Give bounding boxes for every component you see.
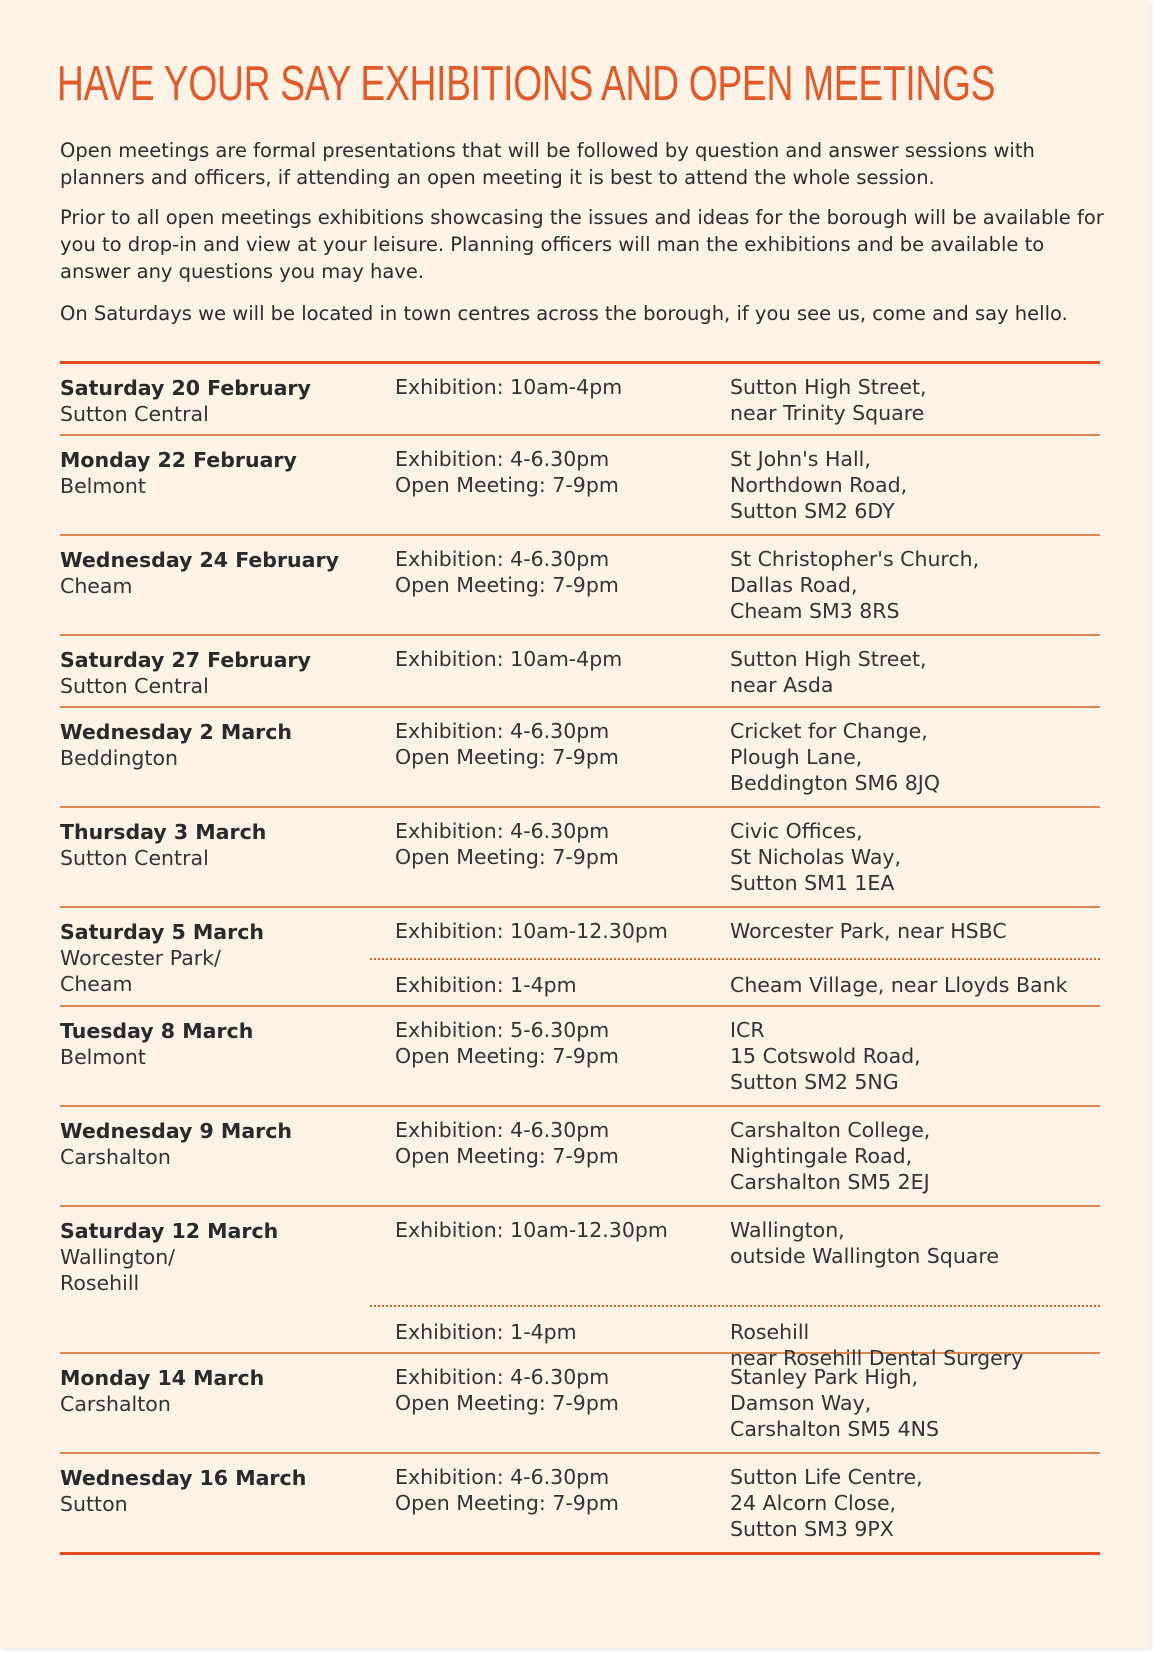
schedule-row: [60, 808, 1100, 908]
time-slot: [60, 808, 1100, 906]
event-day: Monday 14 March: [60, 1366, 265, 1390]
time-slot: [60, 1454, 1100, 1552]
time-slot: [60, 364, 1100, 434]
event-venue: [730, 546, 1100, 624]
event-venue: [730, 818, 1100, 896]
schedule-row: [60, 1454, 1100, 1555]
schedule-row: [60, 708, 1100, 808]
event-area: Beddington: [60, 746, 178, 770]
time-slot: [60, 1107, 1100, 1205]
event-day: Thursday 3 March: [60, 820, 267, 844]
event-venue: [730, 718, 1100, 796]
venue-line: St Christopher's Church,: [730, 547, 980, 571]
venue-line: Damson Way,: [730, 1391, 872, 1415]
venue-line: St Nicholas Way,: [730, 845, 902, 869]
event-area: Carshalton: [60, 1145, 171, 1169]
venue-line: Cheam SM3 8RS: [730, 599, 900, 623]
event-times: [395, 446, 715, 498]
intro-paragraph-exhibitions: Prior to all open meetings exhibitions showcasing the issues and ideas for the borough will be available for you to drop-in and view at your leisure. Planning officers will man the exhibitions and be available to answer any questions you may have.: [60, 206, 1104, 283]
event-venue: [730, 1464, 1100, 1542]
venue-line: Cheam Village, near Lloyds Bank: [730, 973, 1068, 997]
event-time: Exhibition: 1-4pm: [395, 1320, 577, 1344]
venue-line: Plough Lane,: [730, 745, 863, 769]
event-day: Tuesday 8 March: [60, 1019, 254, 1043]
event-venue: [730, 1217, 1100, 1269]
event-time: Exhibition: 5-6.30pm: [395, 1018, 610, 1042]
event-day: Monday 22 February: [60, 448, 297, 472]
venue-line: Sutton SM2 6DY: [730, 499, 895, 523]
event-time: Exhibition: 4-6.30pm: [395, 1365, 610, 1389]
event-day: Wednesday 9 March: [60, 1119, 293, 1143]
event-time: Exhibition: 10am-4pm: [395, 647, 623, 671]
event-day: Saturday 20 February: [60, 376, 311, 400]
time-slot: [60, 536, 1100, 634]
venue-line: Sutton High Street,: [730, 375, 927, 399]
intro-paragraph-saturdays: On Saturdays we will be located in town centres across the borough, if you see us, come and say hello.: [60, 302, 1068, 325]
event-time: Exhibition: 4-6.30pm: [395, 1465, 610, 1489]
time-slot: [60, 708, 1100, 806]
time-slot: [60, 1007, 1100, 1105]
time-slot: [370, 908, 1100, 960]
event-area: Sutton Central: [60, 674, 209, 698]
venue-line: Dallas Road,: [730, 573, 858, 597]
time-slot: [60, 1354, 1100, 1452]
time-slot: [60, 436, 1100, 534]
event-venue: [730, 1364, 1100, 1442]
event-venue: [730, 374, 1100, 426]
event-venue: [730, 646, 1100, 698]
venue-line: Cricket for Change,: [730, 719, 928, 743]
page-title: HAVE YOUR SAY EXHIBITIONS AND OPEN MEETINGS: [57, 57, 996, 111]
venue-line: ICR: [730, 1018, 765, 1042]
venue-line: Rosehill: [730, 1320, 810, 1344]
venue-line: Wallington,: [730, 1218, 845, 1242]
event-venue: [730, 1117, 1100, 1195]
time-slot: [370, 1207, 1100, 1307]
venue-line: 15 Cotswold Road,: [730, 1044, 921, 1068]
event-area: Sutton: [60, 1492, 128, 1516]
venue-line: Stanley Park High,: [730, 1365, 919, 1389]
venue-line: Sutton High Street,: [730, 647, 927, 671]
event-time: Exhibition: 10am-12.30pm: [395, 919, 668, 943]
event-area: Sutton Central: [60, 402, 209, 426]
venue-line: outside Wallington Square: [730, 1244, 999, 1268]
event-times: [395, 374, 715, 400]
event-area: Sutton Central: [60, 846, 209, 870]
intro-paragraph-open-meetings: Open meetings are formal presentations that will be followed by question and answer sessions with planners and officers, if attending an open meeting it is best to attend the whole session.: [60, 139, 1035, 189]
schedule-row: [60, 436, 1100, 536]
schedule-table: [60, 361, 1100, 1555]
event-time: Exhibition: 4-6.30pm: [395, 719, 610, 743]
event-venue: [730, 446, 1100, 524]
event-time: Open Meeting: 7-9pm: [395, 473, 619, 497]
venue-line: Carshalton SM5 2EJ: [730, 1170, 930, 1194]
event-day: Saturday 12 March: [60, 1219, 279, 1243]
event-venue: [730, 918, 1100, 944]
event-date-area: [60, 1218, 380, 1296]
event-venue: [730, 972, 1100, 998]
event-times: [395, 1464, 715, 1516]
venue-line: near Rosehill Dental Surgery: [730, 1346, 1024, 1370]
venue-line: Beddington SM6 8JQ: [730, 771, 940, 795]
event-area: Cheam: [60, 972, 133, 996]
time-slot: [60, 960, 1100, 1005]
event-times: [395, 718, 715, 770]
event-time: Open Meeting: 7-9pm: [395, 845, 619, 869]
venue-line: near Trinity Square: [730, 401, 925, 425]
event-area: Rosehill: [60, 1271, 140, 1295]
event-area: Belmont: [60, 1045, 146, 1069]
venue-line: Nightingale Road,: [730, 1144, 913, 1168]
event-time: Exhibition: 4-6.30pm: [395, 447, 610, 471]
event-times: [395, 646, 715, 672]
venue-line: Carshalton SM5 4NS: [730, 1417, 939, 1441]
event-area: Cheam: [60, 574, 133, 598]
venue-line: Sutton SM1 1EA: [730, 871, 895, 895]
event-times: [395, 1017, 715, 1069]
venue-line: Civic Offices,: [730, 819, 863, 843]
venue-line: Worcester Park, near HSBC: [730, 919, 1007, 943]
event-day: Saturday 27 February: [60, 648, 311, 672]
schedule-row: [60, 636, 1100, 708]
time-slot: [60, 636, 1100, 706]
event-times: [395, 1319, 715, 1345]
schedule-row: [60, 1354, 1100, 1454]
event-area: Wallington/: [60, 1245, 176, 1269]
event-time: Open Meeting: 7-9pm: [395, 1144, 619, 1168]
event-venue: [730, 1017, 1100, 1095]
venue-line: Northdown Road,: [730, 473, 908, 497]
schedule-row: [60, 1007, 1100, 1107]
event-time: Exhibition: 4-6.30pm: [395, 1118, 610, 1142]
event-time: Open Meeting: 7-9pm: [395, 745, 619, 769]
venue-line: Sutton SM3 9PX: [730, 1517, 894, 1541]
event-times: [395, 972, 715, 998]
event-day: Wednesday 16 March: [60, 1466, 307, 1490]
event-day: Wednesday 2 March: [60, 720, 293, 744]
event-time: Open Meeting: 7-9pm: [395, 1391, 619, 1415]
event-time: Open Meeting: 7-9pm: [395, 573, 619, 597]
venue-line: 24 Alcorn Close,: [730, 1491, 897, 1515]
event-day: Wednesday 24 February: [60, 548, 339, 572]
event-times: [395, 1217, 715, 1243]
time-slot: [60, 1307, 1100, 1370]
event-time: Exhibition: 4-6.30pm: [395, 819, 610, 843]
event-area: Worcester Park/: [60, 946, 221, 970]
event-time: Exhibition: 4-6.30pm: [395, 547, 610, 571]
event-times: [395, 918, 715, 944]
event-times: [395, 1117, 715, 1169]
event-time: Exhibition: 10am-4pm: [395, 375, 623, 399]
event-area: Belmont: [60, 474, 146, 498]
venue-line: near Asda: [730, 673, 834, 697]
schedule-row: [60, 908, 1100, 1007]
event-day: Saturday 5 March: [60, 920, 264, 944]
schedule-row: [60, 1107, 1100, 1207]
event-times: [395, 1364, 715, 1416]
venue-line: Carshalton College,: [730, 1118, 931, 1142]
venue-line: Sutton SM2 5NG: [730, 1070, 899, 1094]
event-time: Open Meeting: 7-9pm: [395, 1044, 619, 1068]
event-times: [395, 818, 715, 870]
venue-line: Sutton Life Centre,: [730, 1465, 923, 1489]
schedule-row: [60, 1207, 1100, 1370]
event-area: Carshalton: [60, 1392, 171, 1416]
event-time: Exhibition: 10am-12.30pm: [395, 1218, 668, 1242]
event-times: [395, 546, 715, 598]
schedule-row: [60, 536, 1100, 636]
schedule-row: [60, 364, 1100, 436]
event-time: Exhibition: 1-4pm: [395, 973, 577, 997]
venue-line: St John's Hall,: [730, 447, 871, 471]
event-time: Open Meeting: 7-9pm: [395, 1491, 619, 1515]
